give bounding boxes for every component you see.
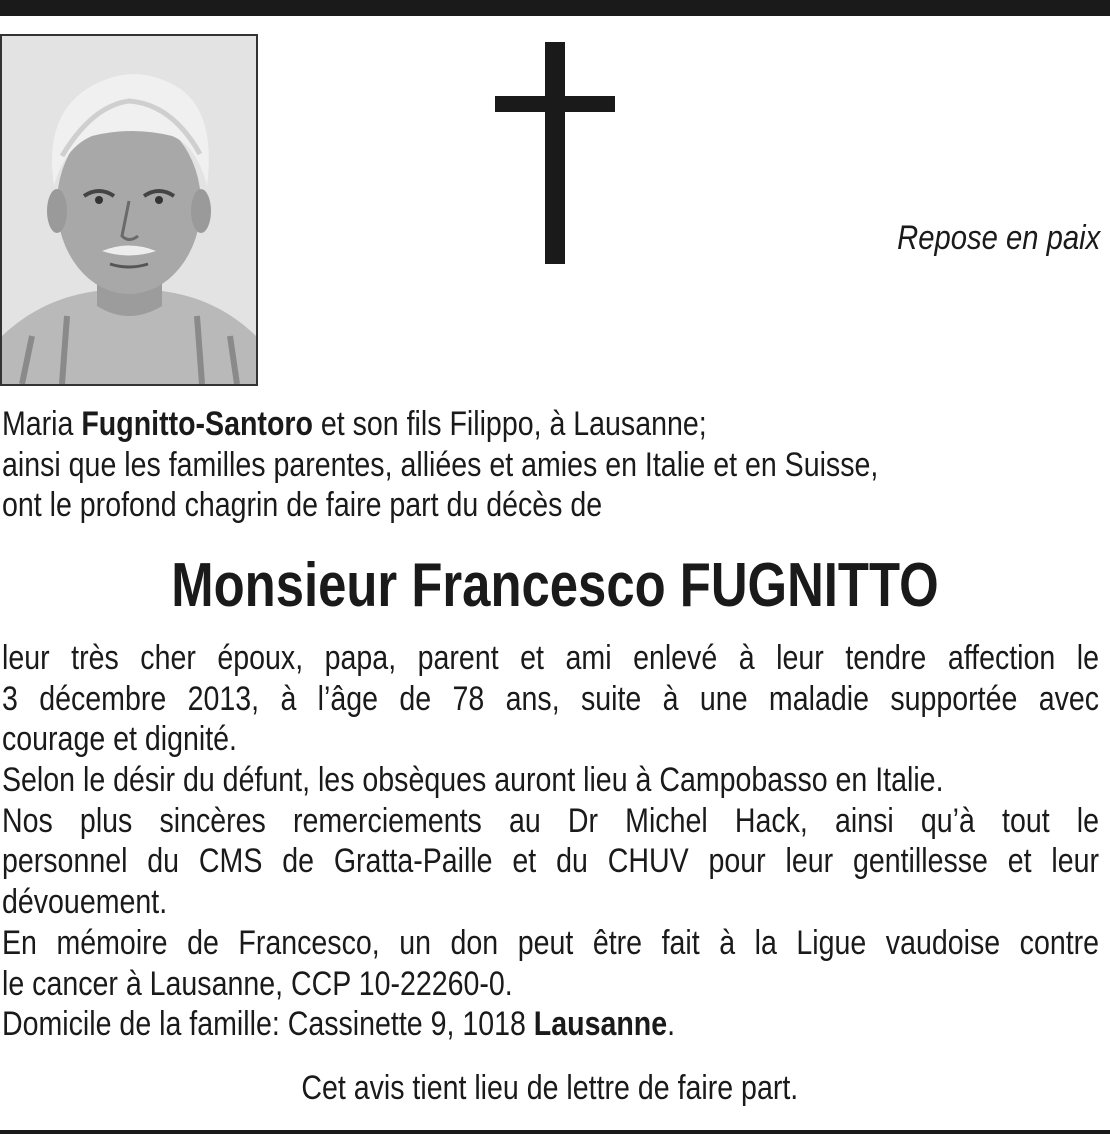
widow-name: Fugnitto-Santoro xyxy=(81,405,313,443)
top-rule xyxy=(0,0,1110,16)
epigraph: Repose en paix xyxy=(896,219,1100,257)
intro-paragraph: Maria Fugnitto-Santoro et son fils Filippo, à Lausanne; ainsi que les familles parentes, alliées et amies en Italie et en Suisse, ont le profond chagrin de faire part du décès de xyxy=(2,405,879,525)
portrait-photo xyxy=(0,34,258,386)
closing-note: Cet avis tient lieu de lettre de faire part. xyxy=(301,1069,799,1107)
body-paragraphs: leur très cher époux, papa, parent et ami enlevé à leur tendre affection le 3 décembre 2013, à l’âge de 78 ans, suite à une maladie supportée avec courage et dignité. Selon le désir du défunt, les obsèques auront lieu à Campobasso en Italie. Nos plus sincères remerciements au Dr Michel Hack, ainsi qu’à tout le personnel du CMS de Gratta-Paille et du CHUV pour leur gentillesse et leur dévouement. En mémoire de Francesco, un don peut être fait à la Ligue vaudoise contre le cancer à Lausanne, CCP 10-22260-0. Domicile de la famille: Cassinette 9, 1018 Lausanne. xyxy=(2,639,1100,1044)
deceased-name: Monsieur Francesco FUGNITTO xyxy=(171,551,939,620)
cross-icon xyxy=(495,42,615,264)
bottom-rule xyxy=(0,1130,1110,1134)
city-name: Lausanne xyxy=(533,1005,668,1044)
